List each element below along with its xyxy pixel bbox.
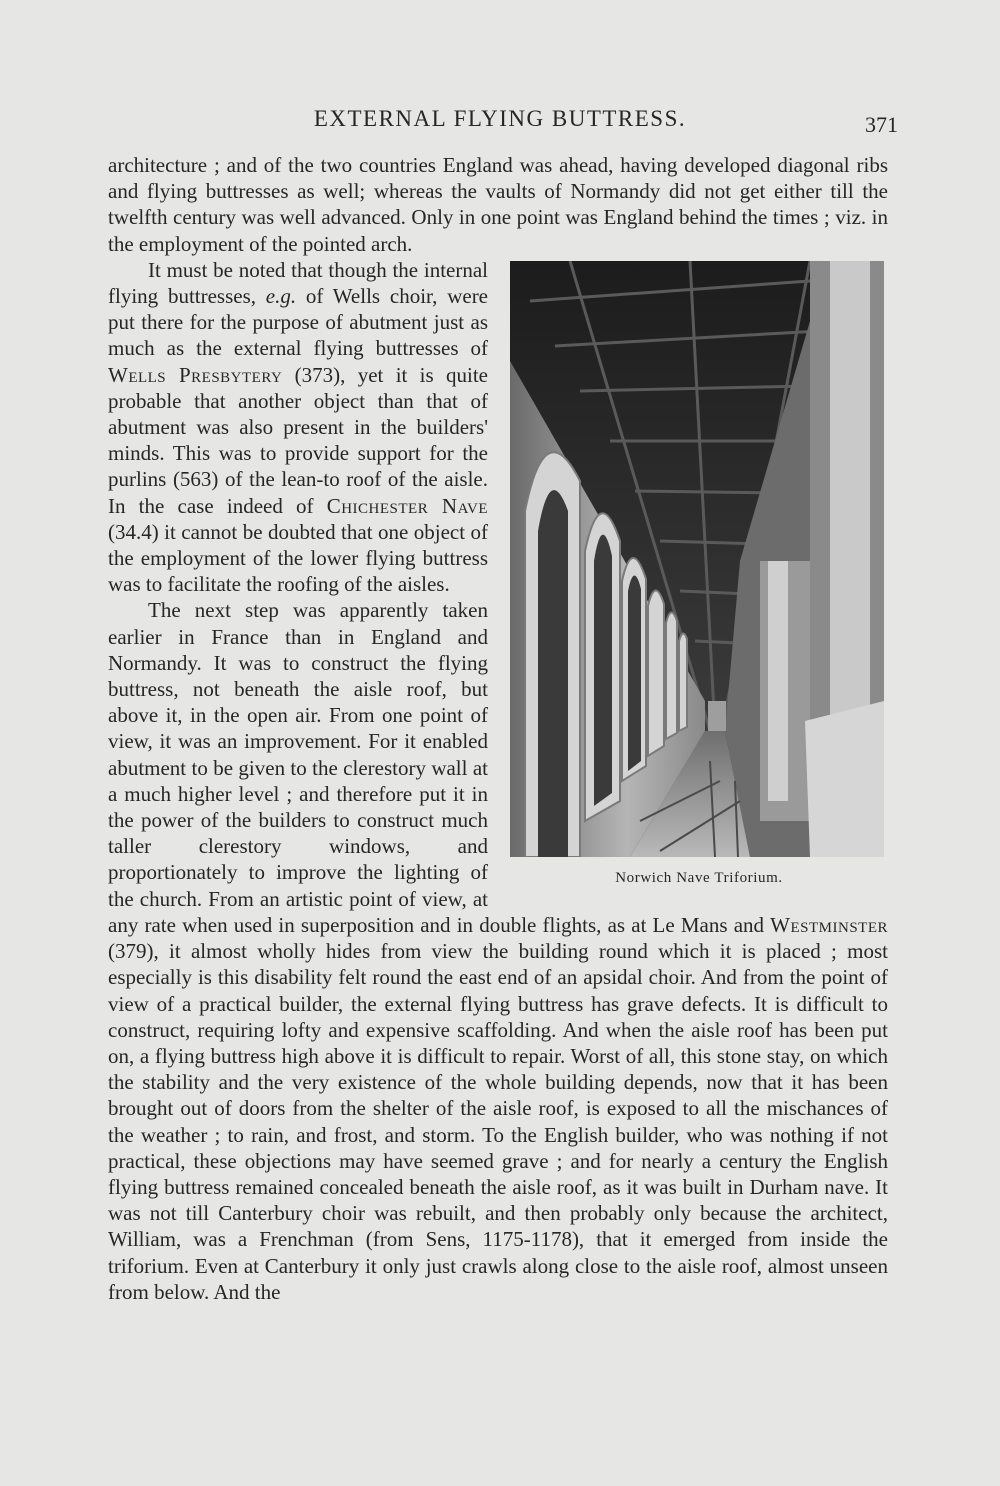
nave-triforium-photo xyxy=(510,261,884,857)
p3-text-a: The next step was apparently taken earlier in France than in England and Normandy. It was to construct the flying buttress, not beneath the aisle roof, but above it, in the open air. From one point of view, it was an improvement. For it enabled abutment to be given to the clerestory wall at a much higher level ; and therefore put it in the power of the builders to construct much taller clerestory windows, and proportionately to improve the lighting of the church. From an artistic point of view, at any rate when used in superposition and in double flights, as at Le Mans and xyxy=(108,598,771,937)
figure-caption: Norwich Nave Triforium. xyxy=(615,869,783,886)
cross-ref-wells-presbytery: Wells Presbytery xyxy=(108,362,283,387)
cross-ref-westminster: Westminster xyxy=(770,912,888,937)
p2-eg: e.g. xyxy=(265,284,297,309)
body-text xyxy=(108,152,888,1305)
figure-norwich-nave xyxy=(510,261,888,889)
page-header xyxy=(110,106,898,140)
p2-text-a: It must be noted that though the internal flying buttresses, xyxy=(108,257,488,309)
p2-text-b: of Wells choir, were put there for the purpose of abutment just as much as the external flying buttresses of xyxy=(108,284,489,361)
running-head: EXTERNAL FLYING BUTTRESS. xyxy=(313,106,687,131)
cross-ref-chichester-nave: Chichester Nave xyxy=(326,493,488,518)
p2-text-d: (34.4) it cannot be doubted that one object of the employment of the lower flying buttress was to facilitate the roofing of the aisles. xyxy=(108,519,488,597)
paragraph-1-text: architecture ; and of the two countries England was ahead, having developed diagonal ribs and flying buttresses as well; whereas the vaults of Normandy did not get either till the twelfth century was well advanced. Only in one point was England behind the times ; viz. in the employment of the pointed arch. xyxy=(108,153,888,256)
page-number: 371 xyxy=(865,112,898,137)
p2-text-c: (373), yet it is quite probable that another object than that of abutment was also present in the builders' minds. This was to provide support for the purlins (563) of the lean-to roof of the aisle. In the case indeed of xyxy=(108,362,489,518)
p3-text-b: (379), it almost wholly hides from view the building round which it is placed ; most especially is this disability felt round the east end of an apsidal choir. And from the point of view of a practical builder, the external flying buttress has grave defects. It is difficult to construct, requiring lofty and expensive scaffolding. And when the aisle roof has been put on, a flying buttress high above it is difficult to repair. Worst of all, this stone stay, on which the stability and the very existence of the whole building depends, now that it has been brought out of doors from the shelter of the aisle roof, is exposed to all the mischances of the weather ; to rain, and frost, and storm. To the English builder, who was nothing if not practical, these objections may have seemed grave ; and for nearly a century the English flying buttress remained concealed beneath the aisle roof, as it was built in Durham nave. It was not till Canterbury choir was rebuilt, and then probably only because the architect, William, was a Frenchman (from Sens, 1175-1178), that it emerged from inside the triforium. Even at Canterbury it only just crawls along close to the aisle roof, almost unseen from below. And the xyxy=(108,939,888,1304)
paragraph-1 xyxy=(108,152,888,257)
